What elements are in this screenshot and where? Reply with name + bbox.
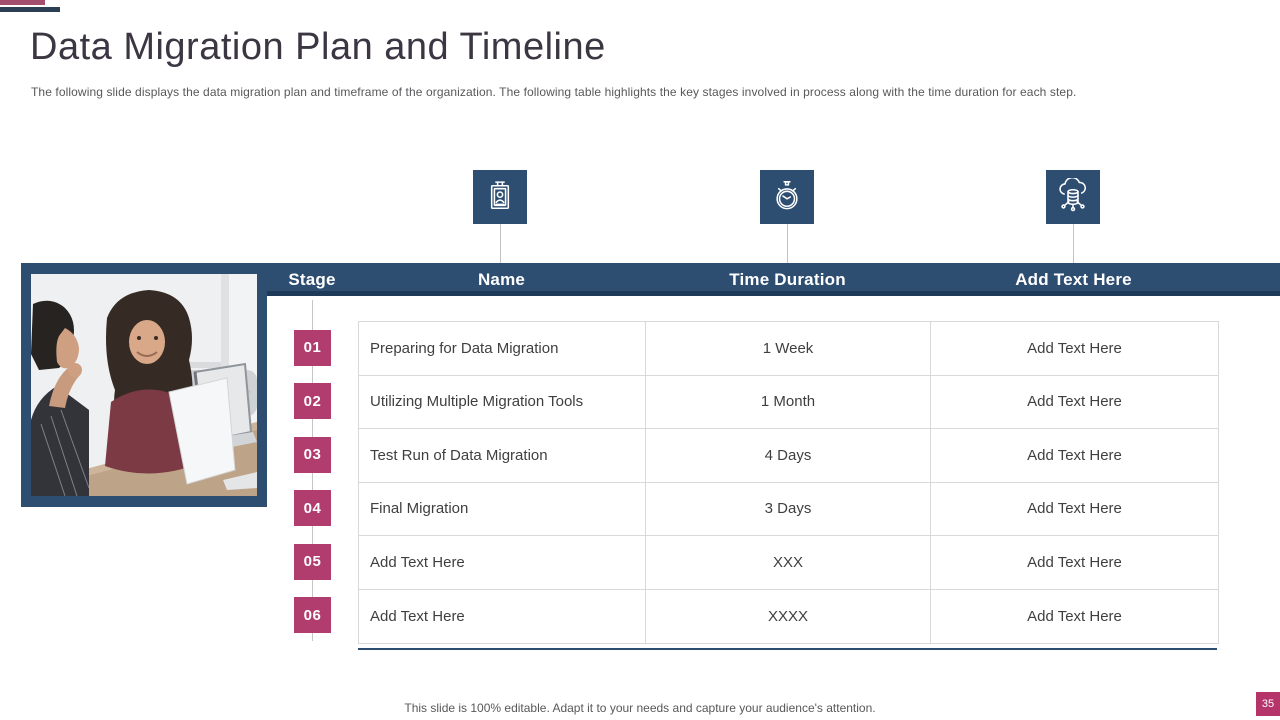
page-title: Data Migration Plan and Timeline [30, 26, 606, 68]
column-header-add-text: Add Text Here [1015, 270, 1132, 289]
stage-badge: 06 [294, 597, 331, 633]
page-subtitle: The following slide displays the data migration plan and timeframe of the organization. The following table highlights the key stages involved in process along with the time duration for each step. [31, 85, 1077, 99]
column-header-stage: Stage [288, 270, 336, 289]
column-header-name: Name [477, 270, 526, 289]
cell-duration: 4 Days [646, 429, 931, 483]
cell-name: Final Migration [359, 483, 646, 537]
stopwatch-tile [760, 170, 814, 224]
connector-line-1 [500, 224, 501, 263]
connector-line-3 [1073, 224, 1074, 263]
photo-frame [21, 263, 267, 507]
decoration-bar-pink [0, 0, 45, 5]
stage-badge: 05 [294, 544, 331, 580]
migration-plan-table [358, 321, 1219, 644]
column-header-time-duration: Time Duration [729, 270, 846, 289]
cloud-database-tile [1046, 170, 1100, 224]
connector-line-2 [787, 224, 788, 263]
cell-name: Preparing for Data Migration [359, 322, 646, 376]
stage-badge: 04 [294, 490, 331, 526]
footer-note: This slide is 100% editable. Adapt it to your needs and capture your audience's attention. [404, 701, 876, 715]
cell-note: Add Text Here [931, 376, 1218, 430]
decoration-bar-navy [0, 7, 60, 12]
cell-name: Utilizing Multiple Migration Tools [359, 376, 646, 430]
stage-badge: 02 [294, 383, 331, 419]
table-bottom-accent [358, 648, 1217, 650]
cell-note: Add Text Here [931, 483, 1218, 537]
cell-duration: 1 Month [646, 376, 931, 430]
stage-badge: 03 [294, 437, 331, 473]
cell-duration: 3 Days [646, 483, 931, 537]
cell-note: Add Text Here [1027, 607, 1122, 625]
cell-name: Add Text Here [359, 590, 646, 644]
id-badge-icon [481, 178, 519, 216]
cell-name: Add Text Here [359, 536, 646, 590]
stopwatch-icon [768, 178, 806, 216]
id-badge-tile [473, 170, 527, 224]
cell-duration: XXX [646, 536, 931, 590]
stage-badge: 01 [294, 330, 331, 366]
team-photo [31, 274, 257, 496]
cell-note: Add Text Here [931, 429, 1218, 483]
page-number-badge: 35 [1256, 692, 1280, 716]
cloud-database-icon [1054, 178, 1092, 216]
cell-name: Test Run of Data Migration [359, 429, 646, 483]
cell-duration: 1 Week [646, 322, 931, 376]
cell-note: Add Text Here [931, 322, 1218, 376]
cell-note: Add Text Here [931, 536, 1218, 590]
stage-badge-column [294, 321, 331, 642]
cell-duration: XXXX [646, 590, 931, 644]
